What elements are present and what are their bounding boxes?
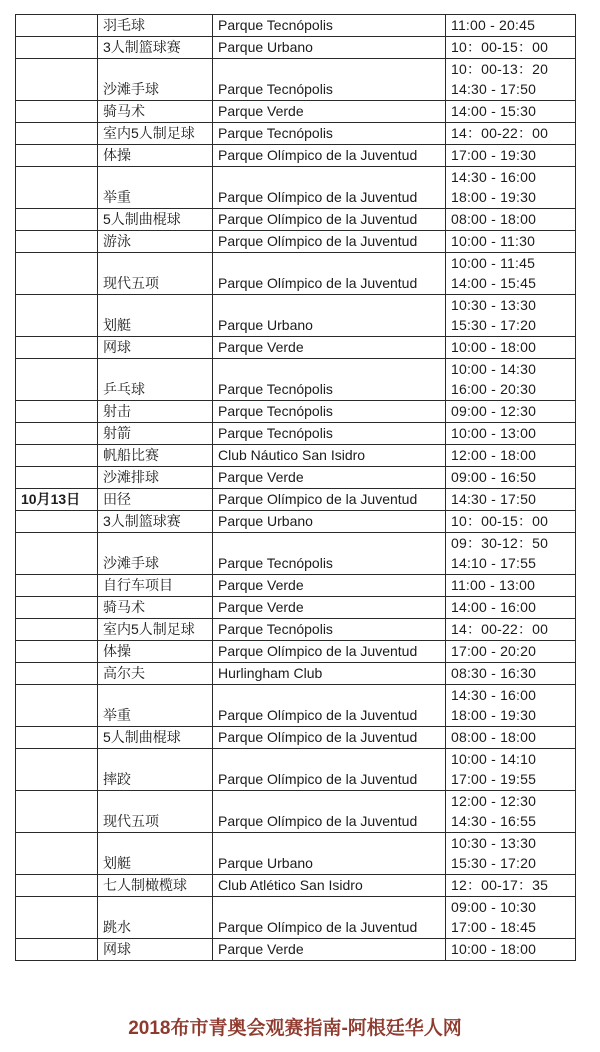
- table-row: [16, 749, 576, 791]
- time-range: 09:00 - 12:30: [451, 403, 537, 419]
- sport-cell: 室内5人制足球: [98, 123, 213, 145]
- time-cell: [446, 597, 576, 619]
- time-cell: [446, 423, 576, 445]
- time-range: 08:30 - 16:30: [451, 665, 537, 681]
- table-row: [16, 15, 576, 37]
- table-row: [16, 939, 576, 961]
- table-row: [16, 597, 576, 619]
- time-cell: [446, 123, 576, 145]
- sport-cell: 沙滩排球: [98, 467, 213, 489]
- sport-cell: 高尔夫: [98, 663, 213, 685]
- venue-cell: Parque Olímpico de la Juventud: [213, 253, 446, 295]
- sport-cell: 网球: [98, 337, 213, 359]
- time-range: 11:00 - 13:00: [451, 577, 536, 593]
- venue-cell: Parque Olímpico de la Juventud: [213, 897, 446, 939]
- time-range: 09:00 - 10:30: [451, 899, 537, 915]
- venue-cell: Parque Verde: [213, 575, 446, 597]
- sport-cell: 沙滩手球: [98, 59, 213, 101]
- venue-cell: Parque Tecnópolis: [213, 423, 446, 445]
- time-cell: [446, 727, 576, 749]
- date-cell: 10月13日: [16, 489, 98, 511]
- date-cell: [16, 167, 98, 209]
- time-range: 14:30 - 16:00: [451, 169, 537, 185]
- time-range: 10:30 - 13:30: [451, 835, 537, 851]
- sport-cell: 摔跤: [98, 749, 213, 791]
- time-cell: [446, 401, 576, 423]
- sport-cell: 网球: [98, 939, 213, 961]
- sport-cell: 5人制曲棍球: [98, 727, 213, 749]
- table-row: [16, 401, 576, 423]
- date-cell: [16, 15, 98, 37]
- time-range: 18:00 - 19:30: [451, 707, 537, 723]
- sport-cell: 羽毛球: [98, 15, 213, 37]
- table-row: [16, 489, 576, 511]
- table-row: [16, 619, 576, 641]
- venue-cell: Parque Urbano: [213, 295, 446, 337]
- sport-cell: 田径: [98, 489, 213, 511]
- sport-cell: 3人制篮球赛: [98, 37, 213, 59]
- sport-cell: 举重: [98, 685, 213, 727]
- time-range: 10:00 - 14:10: [451, 751, 537, 767]
- sport-cell: 划艇: [98, 833, 213, 875]
- venue-cell: Parque Tecnópolis: [213, 359, 446, 401]
- table-row: [16, 167, 576, 209]
- time-cell: [446, 511, 576, 533]
- date-cell: [16, 145, 98, 167]
- venue-cell: Parque Verde: [213, 101, 446, 123]
- time-range: 12：00-17：35: [451, 877, 549, 893]
- time-cell: [446, 337, 576, 359]
- venue-cell: Parque Urbano: [213, 833, 446, 875]
- table-row: [16, 295, 576, 337]
- table-row: [16, 897, 576, 939]
- time-cell: [446, 791, 576, 833]
- venue-cell: Parque Olímpico de la Juventud: [213, 209, 446, 231]
- time-range: 09:00 - 16:50: [451, 469, 537, 485]
- date-cell: [16, 791, 98, 833]
- date-cell: [16, 597, 98, 619]
- date-cell: [16, 359, 98, 401]
- time-cell: [446, 359, 576, 401]
- date-cell: [16, 575, 98, 597]
- venue-cell: Parque Olímpico de la Juventud: [213, 231, 446, 253]
- time-range: 10：00-15：00: [451, 39, 549, 55]
- date-cell: [16, 59, 98, 101]
- venue-cell: Parque Urbano: [213, 511, 446, 533]
- time-cell: [446, 167, 576, 209]
- venue-cell: Parque Tecnópolis: [213, 401, 446, 423]
- table-row: [16, 123, 576, 145]
- date-cell: [16, 939, 98, 961]
- table-row: [16, 467, 576, 489]
- table-row: [16, 145, 576, 167]
- date-cell: [16, 619, 98, 641]
- venue-cell: Parque Olímpico de la Juventud: [213, 145, 446, 167]
- time-cell: [446, 37, 576, 59]
- time-range: 14：00-22：00: [451, 125, 549, 141]
- venue-cell: Parque Tecnópolis: [213, 533, 446, 575]
- sport-cell: 体操: [98, 641, 213, 663]
- date-cell: [16, 897, 98, 939]
- time-cell: [446, 939, 576, 961]
- venue-cell: Parque Olímpico de la Juventud: [213, 749, 446, 791]
- sport-cell: 举重: [98, 167, 213, 209]
- time-range: 10：00-15：00: [451, 513, 549, 529]
- sport-cell: 体操: [98, 145, 213, 167]
- sport-cell: 现代五项: [98, 791, 213, 833]
- time-cell: [446, 253, 576, 295]
- page: [0, 14, 600, 1052]
- time-range: 14:30 - 17:50: [451, 81, 537, 97]
- time-range: 09：30-12：50: [451, 535, 549, 551]
- table-row: [16, 59, 576, 101]
- time-range: 14:30 - 16:00: [451, 687, 537, 703]
- time-cell: [446, 209, 576, 231]
- date-cell: [16, 295, 98, 337]
- date-cell: [16, 875, 98, 897]
- sport-cell: 乒乓球: [98, 359, 213, 401]
- time-range: 10:30 - 13:30: [451, 297, 537, 313]
- date-cell: [16, 749, 98, 791]
- date-cell: [16, 253, 98, 295]
- time-range: 14:00 - 15:30: [451, 103, 537, 119]
- time-range: 08:00 - 18:00: [451, 211, 537, 227]
- time-range: 10:00 - 11:45: [451, 255, 536, 271]
- venue-cell: Parque Verde: [213, 337, 446, 359]
- sport-cell: 游泳: [98, 231, 213, 253]
- table-row: [16, 663, 576, 685]
- venue-cell: Hurlingham Club: [213, 663, 446, 685]
- venue-cell: Parque Tecnópolis: [213, 123, 446, 145]
- time-range: 12:00 - 18:00: [451, 447, 537, 463]
- time-range: 10:00 - 18:00: [451, 941, 537, 957]
- time-cell: [446, 641, 576, 663]
- time-range: 18:00 - 19:30: [451, 189, 537, 205]
- sport-cell: 划艇: [98, 295, 213, 337]
- time-cell: [446, 489, 576, 511]
- table-row: [16, 253, 576, 295]
- time-range: 17:00 - 19:55: [451, 771, 537, 787]
- date-cell: [16, 337, 98, 359]
- table-row: [16, 533, 576, 575]
- schedule-table-body: [16, 15, 576, 961]
- table-row: [16, 231, 576, 253]
- venue-cell: Parque Olímpico de la Juventud: [213, 791, 446, 833]
- table-row: [16, 685, 576, 727]
- date-cell: [16, 37, 98, 59]
- date-cell: [16, 663, 98, 685]
- venue-cell: Parque Tecnópolis: [213, 59, 446, 101]
- time-cell: [446, 875, 576, 897]
- date-cell: [16, 445, 98, 467]
- table-row: [16, 727, 576, 749]
- sport-cell: 骑马术: [98, 101, 213, 123]
- time-cell: [446, 897, 576, 939]
- time-range: 15:30 - 17:20: [451, 317, 537, 333]
- time-range: 14：00-22：00: [451, 621, 549, 637]
- venue-cell: Parque Olímpico de la Juventud: [213, 685, 446, 727]
- table-row: [16, 511, 576, 533]
- venue-cell: Parque Tecnópolis: [213, 15, 446, 37]
- venue-cell: Parque Tecnópolis: [213, 619, 446, 641]
- date-cell: [16, 401, 98, 423]
- time-range: 10：00-13：20: [451, 61, 549, 77]
- time-cell: [446, 445, 576, 467]
- date-cell: [16, 467, 98, 489]
- table-row: [16, 101, 576, 123]
- time-range: 10:00 - 18:00: [451, 339, 537, 355]
- time-cell: [446, 685, 576, 727]
- venue-cell: Parque Verde: [213, 939, 446, 961]
- venue-cell: Parque Olímpico de la Juventud: [213, 489, 446, 511]
- sport-cell: 跳水: [98, 897, 213, 939]
- date-cell: [16, 833, 98, 875]
- time-cell: [446, 575, 576, 597]
- time-range: 08:00 - 18:00: [451, 729, 537, 745]
- table-row: [16, 423, 576, 445]
- sport-cell: 3人制篮球赛: [98, 511, 213, 533]
- time-range: 15:30 - 17:20: [451, 855, 537, 871]
- date-cell: [16, 727, 98, 749]
- date-cell: [16, 231, 98, 253]
- time-range: 12:00 - 12:30: [451, 793, 537, 809]
- sport-cell: 射击: [98, 401, 213, 423]
- time-range: 14:30 - 16:55: [451, 813, 537, 829]
- time-range: 10:00 - 14:30: [451, 361, 537, 377]
- time-cell: [446, 15, 576, 37]
- time-range: 10:00 - 11:30: [451, 233, 536, 249]
- sport-cell: 沙滩手球: [98, 533, 213, 575]
- table-row: [16, 575, 576, 597]
- time-range: 14:00 - 16:00: [451, 599, 537, 615]
- time-range: 11:00 - 20:45: [451, 17, 536, 33]
- venue-cell: Parque Olímpico de la Juventud: [213, 641, 446, 663]
- time-cell: [446, 833, 576, 875]
- sport-cell: 七人制橄榄球: [98, 875, 213, 897]
- time-range: 17:00 - 19:30: [451, 147, 537, 163]
- time-cell: [446, 101, 576, 123]
- time-cell: [446, 749, 576, 791]
- date-cell: [16, 101, 98, 123]
- table-row: [16, 209, 576, 231]
- footer-title: 2018布市青奥会观赛指南-阿根廷华人网: [128, 1018, 462, 1039]
- venue-cell: Parque Verde: [213, 597, 446, 619]
- venue-cell: Club Atlético San Isidro: [213, 875, 446, 897]
- sport-cell: 帆船比赛: [98, 445, 213, 467]
- date-cell: [16, 209, 98, 231]
- table-row: [16, 37, 576, 59]
- date-cell: [16, 123, 98, 145]
- time-cell: [446, 663, 576, 685]
- venue-cell: Parque Olímpico de la Juventud: [213, 167, 446, 209]
- time-range: 16:00 - 20:30: [451, 381, 537, 397]
- table-row: [16, 359, 576, 401]
- time-range: 10:00 - 13:00: [451, 425, 537, 441]
- table-row: [16, 791, 576, 833]
- time-range: 17:00 - 18:45: [451, 919, 537, 935]
- date-cell: [16, 641, 98, 663]
- time-range: 14:10 - 17:55: [451, 555, 537, 571]
- time-cell: [446, 619, 576, 641]
- time-range: 14:30 - 17:50: [451, 491, 537, 507]
- sport-cell: 现代五项: [98, 253, 213, 295]
- date-cell: [16, 511, 98, 533]
- table-row: [16, 337, 576, 359]
- table-row: [16, 445, 576, 467]
- time-range: 17:00 - 20:20: [451, 643, 537, 659]
- date-cell: [16, 533, 98, 575]
- schedule-table: [15, 14, 576, 961]
- venue-cell: Club Náutico San Isidro: [213, 445, 446, 467]
- time-cell: [446, 533, 576, 575]
- sport-cell: 自行车项目: [98, 575, 213, 597]
- venue-cell: Parque Olímpico de la Juventud: [213, 727, 446, 749]
- time-cell: [446, 295, 576, 337]
- venue-cell: Parque Urbano: [213, 37, 446, 59]
- table-row: [16, 875, 576, 897]
- venue-cell: Parque Verde: [213, 467, 446, 489]
- date-cell: [16, 423, 98, 445]
- time-cell: [446, 145, 576, 167]
- date-cell: [16, 685, 98, 727]
- sport-cell: 5人制曲棍球: [98, 209, 213, 231]
- sport-cell: 室内5人制足球: [98, 619, 213, 641]
- time-range: 14:00 - 15:45: [451, 275, 537, 291]
- sport-cell: 射箭: [98, 423, 213, 445]
- table-row: [16, 641, 576, 663]
- time-cell: [446, 59, 576, 101]
- time-cell: [446, 467, 576, 489]
- time-cell: [446, 231, 576, 253]
- sport-cell: 骑马术: [98, 597, 213, 619]
- table-row: [16, 833, 576, 875]
